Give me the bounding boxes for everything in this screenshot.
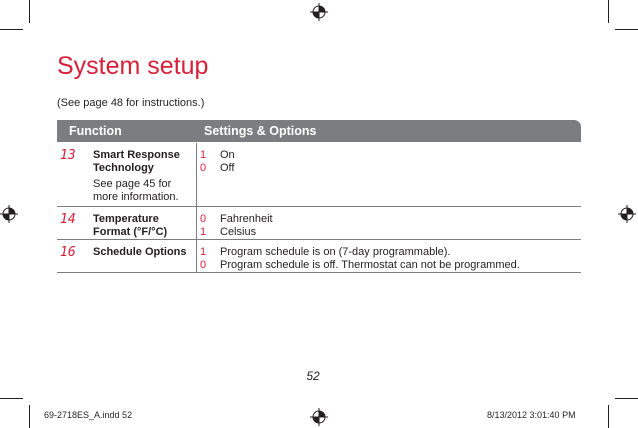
option-item: [200, 213, 273, 226]
slug-filename: 69-2718ES_A.indd 52: [44, 410, 133, 420]
option-value: 1: [200, 226, 207, 238]
option-value: 0: [200, 259, 207, 271]
crop-mark: [29, 0, 30, 23]
column-header-function: Function: [69, 124, 122, 138]
page-number: 52: [306, 369, 320, 383]
option-item: [200, 226, 273, 239]
crop-mark: [0, 398, 23, 399]
function-code: 14: [60, 212, 76, 227]
crop-mark: [608, 0, 609, 23]
option-label: Fahrenheit: [220, 213, 273, 225]
option-label: On: [220, 149, 235, 161]
option-value: 1: [200, 149, 207, 161]
column-divider: [196, 143, 197, 206]
function-note: See page 45 for more information.: [93, 178, 179, 203]
crop-mark: [0, 29, 23, 30]
crop-mark: [615, 398, 638, 399]
column-header-settings: Settings & Options: [204, 124, 317, 138]
registration-mark-icon: [0, 205, 18, 223]
slug-timestamp: 8/13/2012 3:01:40 PM: [487, 410, 576, 420]
registration-mark-icon: [618, 205, 636, 223]
options-list: [200, 213, 273, 239]
function-code: 16: [60, 245, 76, 260]
page-subtitle: (See page 48 for instructions.): [57, 97, 205, 109]
option-value: 0: [200, 213, 207, 225]
registration-mark-icon: [310, 3, 328, 21]
option-label: Off: [220, 162, 235, 174]
registration-mark-icon: [310, 408, 328, 426]
option-label: Celsius: [220, 226, 257, 238]
option-item: [200, 149, 235, 162]
page-title: System setup: [57, 52, 209, 80]
column-divider: [196, 207, 197, 239]
table-row: [57, 207, 581, 240]
function-label: Smart Response Technology: [93, 149, 180, 174]
column-divider: [196, 240, 197, 272]
option-item: [200, 162, 235, 175]
crop-mark: [29, 405, 30, 428]
function-label: Schedule Options: [93, 246, 187, 258]
option-label: Program schedule is off. Thermostat can not be programmed.: [220, 259, 520, 271]
table-row: [57, 240, 581, 273]
option-value: 1: [200, 246, 207, 258]
function-label: Temperature Format (°F/°C): [93, 213, 168, 238]
function-name: [93, 213, 193, 239]
crop-mark: [608, 405, 609, 428]
option-item: [200, 259, 520, 272]
options-list: [200, 149, 235, 175]
crop-mark: [615, 29, 638, 30]
function-code: 13: [60, 148, 76, 163]
function-name: [93, 149, 193, 204]
options-list: [200, 246, 520, 272]
table-header: [57, 120, 581, 142]
option-item: [200, 246, 520, 259]
option-value: 0: [200, 162, 207, 174]
function-name: [93, 246, 193, 259]
table-row: [57, 143, 581, 207]
option-label: Program schedule is on (7-day programmable).: [220, 246, 451, 258]
